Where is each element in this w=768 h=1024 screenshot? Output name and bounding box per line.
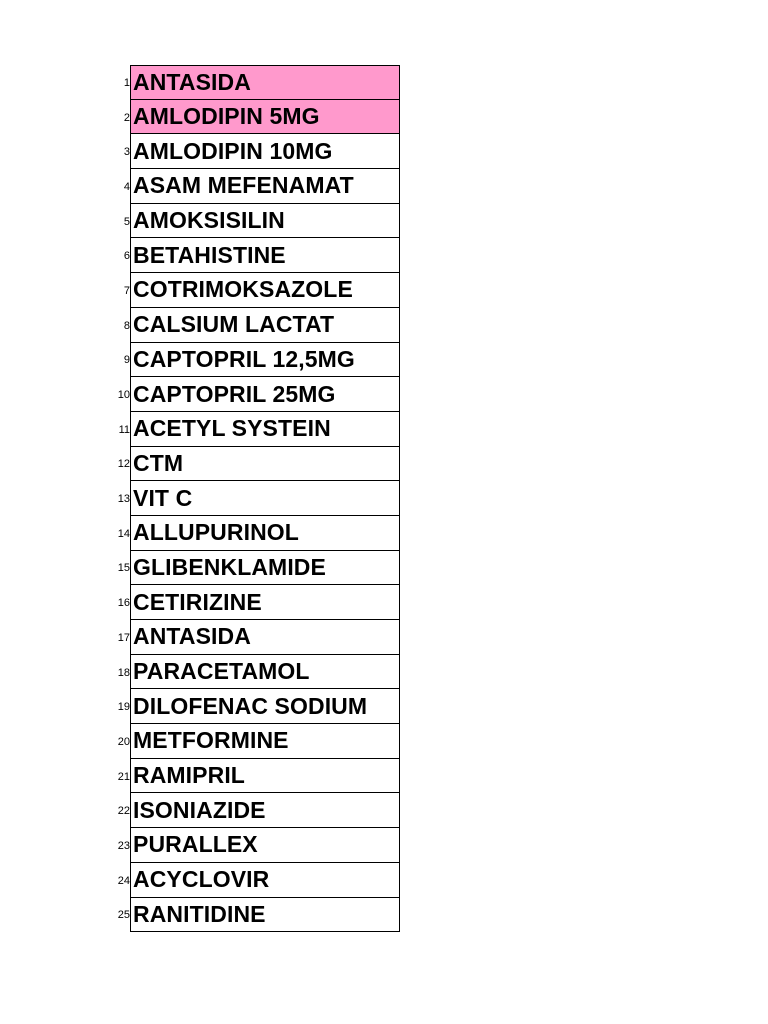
row-number: 22 <box>117 805 130 818</box>
medicine-name-cell[interactable]: CETIRIZINE <box>130 585 400 620</box>
table-row <box>112 551 400 586</box>
table-row <box>112 724 400 759</box>
medicine-name-cell[interactable]: RANITIDINE <box>130 898 400 933</box>
medicine-name-cell[interactable]: CAPTOPRIL 12,5MG <box>130 343 400 378</box>
table-row <box>112 447 400 482</box>
table-row <box>112 481 400 516</box>
row-number: 2 <box>123 111 130 124</box>
table-row <box>112 377 400 412</box>
row-number: 12 <box>117 458 130 471</box>
medicine-name-cell[interactable]: CTM <box>130 447 400 482</box>
medicine-name-cell[interactable]: ACETYL SYSTEIN <box>130 412 400 447</box>
table-row <box>112 689 400 724</box>
row-number: 14 <box>117 527 130 540</box>
table-row <box>112 100 400 135</box>
row-number: 4 <box>123 180 130 193</box>
row-number: 20 <box>117 735 130 748</box>
medicine-name-cell[interactable]: VIT C <box>130 481 400 516</box>
medicine-name-cell[interactable]: ASAM MEFENAMAT <box>130 169 400 204</box>
row-number: 18 <box>117 666 130 679</box>
row-number: 19 <box>117 701 130 714</box>
row-number: 23 <box>117 839 130 852</box>
table-row <box>112 620 400 655</box>
row-number: 25 <box>117 909 130 922</box>
table-row <box>112 516 400 551</box>
table-row <box>112 273 400 308</box>
table-row <box>112 343 400 378</box>
table-row <box>112 863 400 898</box>
table-row <box>112 898 400 933</box>
medicine-name-cell[interactable]: CAPTOPRIL 25MG <box>130 377 400 412</box>
medicine-name-cell[interactable]: ANTASIDA <box>130 620 400 655</box>
row-number: 24 <box>117 874 130 887</box>
medicine-name-cell[interactable]: METFORMINE <box>130 724 400 759</box>
row-number: 1 <box>123 76 130 89</box>
row-number: 6 <box>123 250 130 263</box>
table-row <box>112 655 400 690</box>
row-number: 8 <box>123 319 130 332</box>
medicine-name-cell[interactable]: AMOKSISILIN <box>130 204 400 239</box>
medicine-name-cell[interactable]: RAMIPRIL <box>130 759 400 794</box>
table-row <box>112 308 400 343</box>
medicine-list-table <box>112 65 400 932</box>
table-row <box>112 238 400 273</box>
row-number: 21 <box>117 770 130 783</box>
medicine-name-cell[interactable]: BETAHISTINE <box>130 238 400 273</box>
medicine-name-cell[interactable]: PARACETAMOL <box>130 655 400 690</box>
medicine-name-cell[interactable]: ANTASIDA <box>130 65 400 100</box>
medicine-name-cell[interactable]: ALLUPURINOL <box>130 516 400 551</box>
table-row <box>112 793 400 828</box>
table-row <box>112 585 400 620</box>
table-row <box>112 759 400 794</box>
medicine-name-cell[interactable]: PURALLEX <box>130 828 400 863</box>
medicine-name-cell[interactable]: CALSIUM LACTAT <box>130 308 400 343</box>
table-row <box>112 412 400 447</box>
medicine-name-cell[interactable]: ACYCLOVIR <box>130 863 400 898</box>
row-number: 10 <box>117 389 130 402</box>
table-row <box>112 169 400 204</box>
table-row <box>112 65 400 100</box>
medicine-name-cell[interactable]: COTRIMOKSAZOLE <box>130 273 400 308</box>
row-number: 15 <box>117 562 130 575</box>
table-row <box>112 204 400 239</box>
row-number: 3 <box>123 146 130 159</box>
row-number: 13 <box>117 493 130 506</box>
medicine-name-cell[interactable]: GLIBENKLAMIDE <box>130 551 400 586</box>
row-number: 16 <box>117 597 130 610</box>
medicine-name-cell[interactable]: AMLODIPIN 5MG <box>130 100 400 135</box>
row-number: 5 <box>123 215 130 228</box>
row-number: 11 <box>118 423 130 436</box>
medicine-name-cell[interactable]: ISONIAZIDE <box>130 793 400 828</box>
table-row <box>112 134 400 169</box>
row-number: 17 <box>117 631 130 644</box>
medicine-name-cell[interactable]: AMLODIPIN 10MG <box>130 134 400 169</box>
row-number: 7 <box>123 284 130 297</box>
row-number: 9 <box>123 354 130 367</box>
table-row <box>112 828 400 863</box>
medicine-name-cell[interactable]: DILOFENAC SODIUM <box>130 689 400 724</box>
